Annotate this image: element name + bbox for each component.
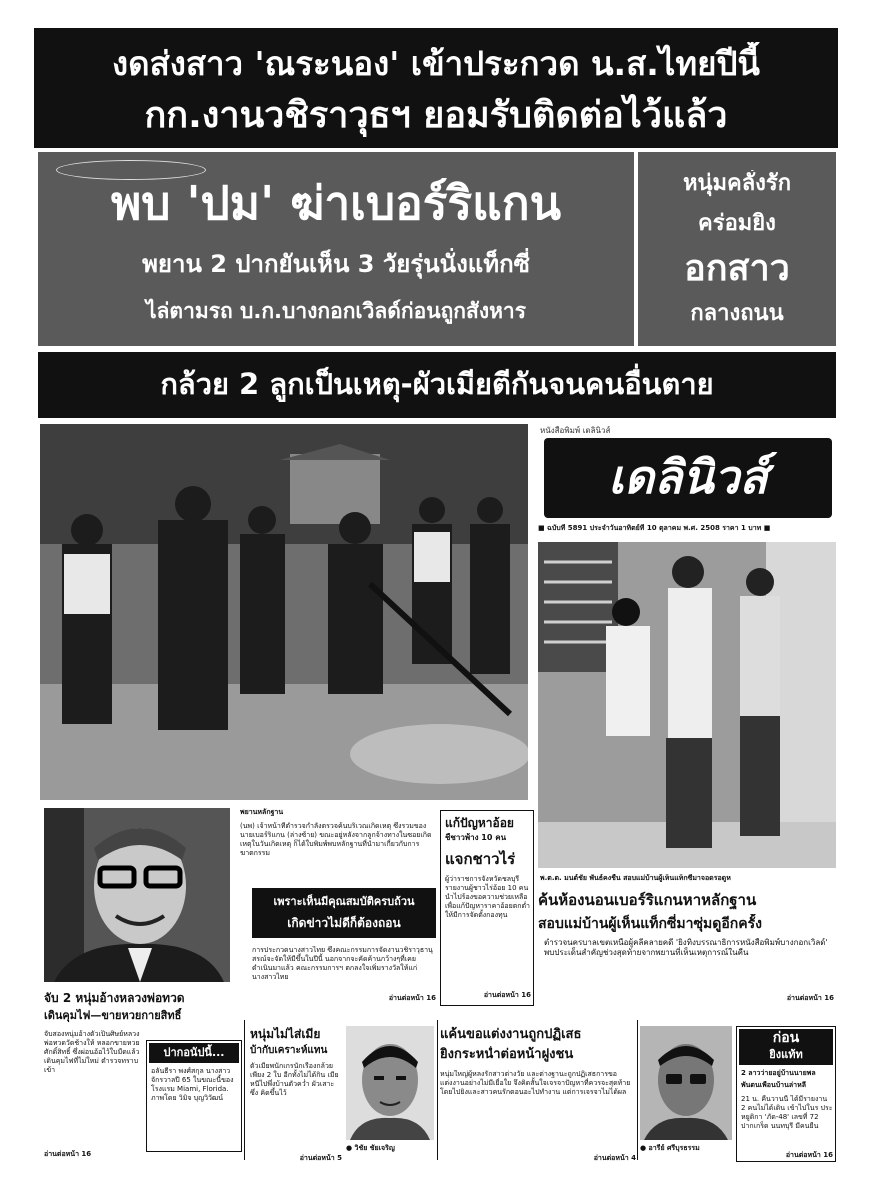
column-rule [637, 1020, 638, 1160]
farmers-body: ผู้ว่าราชการจังหวัดชลบุรีรายงานผู้ชาวไร่อ้อย 10 คนนำไปร้องขอความช่วยเหลือ เพื่อแก้ปัญหาราคาอ้อยตกต่ำ ให้มีการจัดตั้งกองทุน [445, 875, 530, 919]
young-continued: อ่านต่อหน้า 5 [299, 1154, 342, 1162]
column-rule [437, 1020, 438, 1160]
portrait-young-man-caption: ● วิชัย ชัยเจริญ [346, 1144, 395, 1152]
banner-headline: กล้วย 2 ลูกเป็นเหตุ-ผัวเมียตีกันจนคนอื่นตาย [160, 367, 714, 401]
side-story-box [638, 152, 836, 346]
evidence-continued: อ่านต่อหน้า 16 [786, 994, 834, 1002]
farmers-headline-1: แก้ปัญหาอ้อย [445, 816, 514, 830]
pageant-headline-box [252, 888, 436, 938]
side-story-line3: อกสาว [684, 248, 790, 289]
farmers-continued: อ่านต่อหน้า 16 [483, 991, 531, 999]
top-headline-box [34, 28, 838, 148]
news-badge-bottom: ยิงแท้ท [769, 1048, 803, 1061]
lottery-headline-1: จับ 2 หนุ่มอ้างหลวงพ่อทวด [44, 991, 185, 1005]
evidence-body: ตำรวจนครบาลเขตเหนือผู้คลี่คลายคดี 'ยิงทิ้งบรรณาธิการหนังสือพิมพ์บางกอกเวิลด์' พบประเด็นสำคัญช่วงสุดท้ายจากพยานที่เห็นเหตุการณ์ในคืน [544, 938, 828, 957]
main-story-box [38, 152, 634, 346]
main-story-subhead-1: พยาน 2 ปากยันเห็น 3 วัยรุ่นนั่งแท็กซี่ [142, 250, 530, 278]
witness-body: (นพ) เจ้าหน้าที่ตำรวจกำลังตรวจค้นบริเวณเกิดเหตุ ซึ่งรวมของนายเบอร์ริแกน (ล่างซ้าย) ขณะอยู่หลังจากลูกจ้างทางในซอยเกิดเหตุในวันเกิดเหตุ ก็ได้ใบพิมพ์พบหลักฐานที่นำมาเกี่ยวกับการฆาตกรรม [240, 822, 432, 857]
news-box [736, 1026, 836, 1162]
crime-scene-photo [40, 424, 528, 800]
pageant-continued: อ่านต่อหน้า 16 [388, 994, 436, 1002]
photo-caption: พ.ต.ต. มนต์ชัย พันธ์คงชื่น สอบแม่บ้านผู้เห็นแท็กซี่มาจอดรอดูห [540, 874, 731, 882]
column-rule [244, 1020, 245, 1160]
portrait-man-photo [44, 808, 230, 982]
main-story-headline: พบ 'ปม' ฆ่าเบอร์ริแกน [110, 176, 562, 230]
masthead-tagline: หนังสือพิมพ์ เดลินิวส์ [540, 426, 611, 435]
portrait-young-man-photo [346, 1026, 434, 1140]
lottery-continued: อ่านต่อหน้า 16 [44, 1150, 92, 1158]
wedding-continued: อ่านต่อหน้า 4 [593, 1154, 636, 1162]
main-story-subhead-2: ไล่ตามรถ บ.ก.บางกอกเวิลด์ก่อนถูกสังหาร [146, 299, 526, 323]
pageant-headline-2: เกิดข่าวไม่ดีก็ต้องถอน [287, 916, 401, 930]
side-story-line4: กลางถนน [690, 301, 784, 326]
investigation-photo [538, 542, 836, 868]
evidence-headline-2: สอบแม่บ้านผู้เห็นแท็กซี่มาซุ่มดูอีกครั้ง [538, 916, 762, 932]
lottery-headline-2: เดินคุมไฟ—ขายหวยกายสิทธิ์ [44, 1009, 182, 1022]
top-headline-line2: กก.งานวชิราวุธฯ ยอมรับติดต่อไว้แล้ว [144, 95, 728, 136]
obituary-body: อลันธีรา พงศ์สกุล นางสาวจักรวาลปี 65 ในขณะนี้ของโรงแรม Miami, Florida. ภาพโดย วิมิจ บุญวิวัฒน์ [151, 1067, 234, 1102]
masthead [538, 424, 836, 538]
top-headline-line1: งดส่งสาว 'ณระนอง' เข้าประกวด น.ส.ไทยปีนี้ [112, 44, 760, 83]
obituary-title: ปากอนัปนี้... [149, 1043, 239, 1063]
news-continued: อ่านต่อหน้า 16 [785, 1151, 833, 1159]
farmers-headline-2: ชี้ชาวพ้าง 10 คน [445, 833, 507, 842]
side-story-line2: คร่อมยิง [698, 211, 776, 236]
witness-kicker: พยานหลักฐาน [240, 808, 284, 816]
pageant-body: การประกวดนางสาวไทย ซึ่งคณะกรรมการจัดงานวชิราวุธานุสรณ์จะจัดให้มีขึ้นในปีนี้ นอกจากจะคัดค้านกว้างๆที่เคยดำเนินมาแล้ว คณะกรรมการฯ ตกลงใจเพิ่มรางวัลให้แก่นางสาวไทย [252, 946, 433, 981]
news-bullet-2: พันตนเพื่อนบ้านล่าหลี [741, 1081, 807, 1089]
lottery-body: จับสองหนุ่มอ้างตัวเป็นศิษย์หลวงพ่อทวดวัดช้างให้ หลอกขายหวยศักดิ์สิทธิ์ ซึ่งผ่อนอ้อไว้ใบมืดแล้ว เดินคุมไฟที่ไม่ใหม่ ตำรวจทราบเข้า [44, 1030, 140, 1074]
witness-story [240, 808, 436, 884]
masthead-title: เดลินิวส์ [608, 450, 768, 504]
portrait-man-glasses-photo [640, 1026, 732, 1140]
portrait-man-glasses-caption: ● อารีย์ ศรีบุรธรรม [640, 1144, 700, 1152]
pageant-headline-1: เพราะเห็นมีคุณสมบัติครบถ้วน [273, 895, 415, 908]
news-body: 21 น. คืนวานนี้ ได้มีรายงาน 2 คนไม่ได้เดิน เข้าไปในร ประหยูดิกา 'ภัด-48' เลขที่ 72 ปากเกร็ด นนทบุรี มีคนยืน [741, 1095, 833, 1130]
farmers-story-box [440, 810, 534, 1006]
news-badge [739, 1029, 833, 1065]
side-story-line1: หนุ่มคลั่งรัก [682, 171, 792, 196]
young-body: ตัวเมียพนักเกรนักเรื่องกล้วยเพียง 2 ใบ อีกทั้งไม่ได้กิน เมียหนีไปพึ่งบ้านตัวคว่ำ ผัวเสาะซึ่ง คิดขึ้นไว้ [250, 1062, 339, 1097]
masthead-issue-line: ■ ฉบับที่ 5891 ประจำวันอาทิตย์ที่ 10 ตุลาคม พ.ศ. 2508 ราคา 1 บาท ■ [538, 524, 771, 532]
news-badge-top: ก่อน [772, 1030, 800, 1046]
evidence-headline-1: ค้นห้องนอนเบอร์ริแกนหาหลักฐาน [538, 891, 757, 909]
wedding-headline-1: แค้นขอแต่งงานถูกปฏิเสธ [440, 1027, 582, 1042]
wedding-body: หนุ่มใหญ่ผู้หลงรักสาวต่างวัย และต่างฐานะถูกปฏิเสธการขอแต่งงานอย่างไม่มีเยื่อใย จึงคิดสั้นใจเจรจาปัญหาที่ควรจะสุดท้าย โดยไปยิงและสาวคนรักตอนอะไปทำงาน แต่การเจรจาไม่ได้ผล [440, 1070, 631, 1096]
farmers-headline-3: แจกชาวไร่ [445, 850, 516, 868]
obituary-box [146, 1040, 242, 1152]
wedding-headline-2: ยิงกระหน่ำต่อหน้าฝูงชน [440, 1047, 574, 1062]
masthead-title-box [544, 438, 832, 518]
young-headline-1: หนุ่มไม่ไส่เมีย [250, 1027, 321, 1041]
young-headline-2: บ้ากับเคราะห์แทน [250, 1045, 328, 1056]
banner-box [38, 352, 836, 418]
news-bullet-1: 2 ลาวว่ายอยู่บ้านนายพล [741, 1069, 816, 1077]
